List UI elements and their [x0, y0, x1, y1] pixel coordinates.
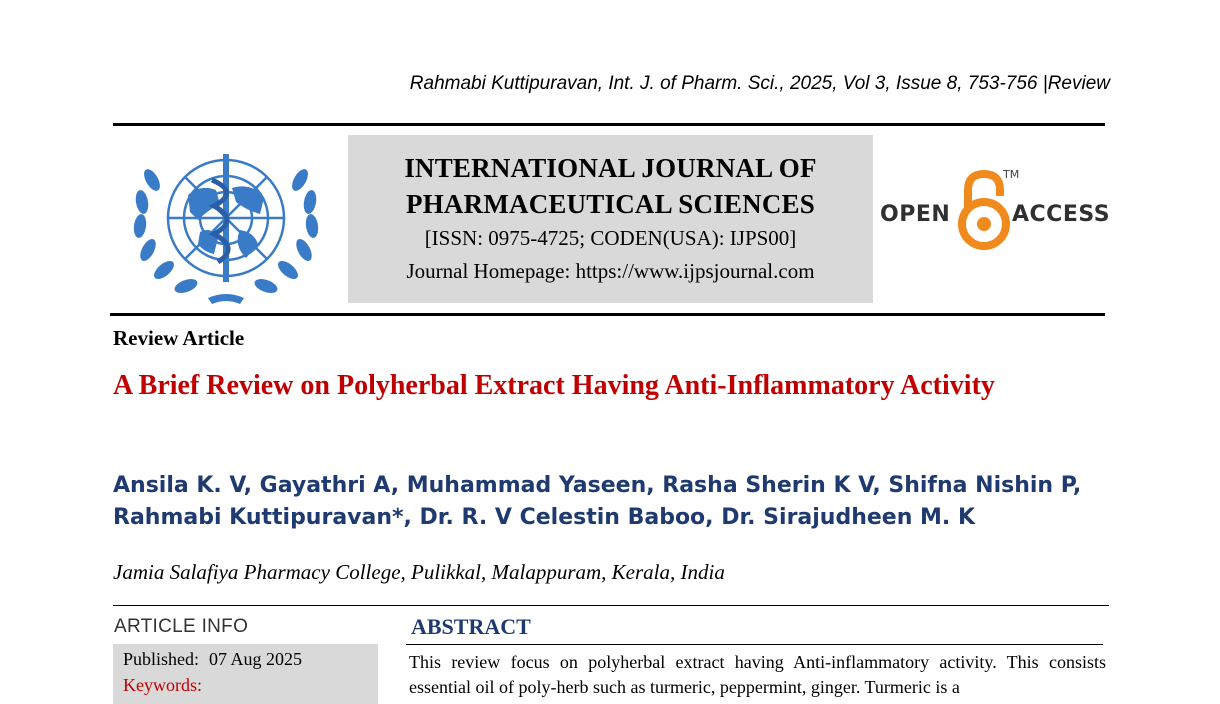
header-rule-top	[113, 123, 1105, 126]
authors-line-1: Ansila K. V, Gayathri A, Muhammad Yaseen, Rasha Sherin K V, Shifna Nishin P,	[113, 473, 1082, 498]
author-affiliation: Jamia Salafiya Pharmacy College, Pulikkal, Malappuram, Kerala, India	[113, 560, 725, 584]
authors-line-2: Rahmabi Kuttipuravan*, Dr. R. V Celestin Baboo, Dr. Sirajudheen M. K	[113, 505, 975, 530]
article-title: A Brief Review on Polyherbal Extract Having Anti-Inflammatory Activity	[113, 370, 995, 401]
abstract-heading: ABSTRACT	[411, 614, 531, 639]
header-rule-bottom	[110, 313, 1105, 316]
author-list	[113, 470, 1113, 534]
abstract-text: This review focus on polyherbal extract having Anti-inflammatory activity. This consists essential oil of poly-herb such as turmeric, peppermint, ginger. Turmeric is a	[409, 652, 1106, 697]
abstract-divider	[406, 644, 1103, 645]
published-row	[123, 649, 302, 670]
section-divider	[113, 605, 1109, 606]
open-access-logo	[880, 168, 1111, 252]
journal-homepage[interactable]: Journal Homepage: https://www.ijpsjournal.com	[406, 259, 815, 283]
published-label: Published:	[123, 649, 200, 669]
journal-title-line2: PHARMACEUTICAL SCIENCES	[406, 189, 815, 219]
journal-masthead	[348, 135, 873, 303]
article-type: Review Article	[113, 326, 245, 350]
open-access-open-text: OPEN	[880, 202, 951, 227]
running-header-citation: Rahmabi Kuttipuravan, Int. J. of Pharm. Sci., 2025, Vol 3, Issue 8, 753-756 |Review	[409, 73, 1110, 94]
journal-title-line1: INTERNATIONAL JOURNAL OF	[404, 153, 817, 183]
journal-emblem-icon	[128, 140, 324, 305]
open-access-access-text: ACCESS	[1012, 202, 1111, 227]
article-info-label: ARTICLE INFO	[114, 616, 249, 637]
keywords-label: Keywords:	[123, 675, 202, 695]
published-date: 07 Aug 2025	[209, 649, 303, 669]
journal-issn: [ISSN: 0975-4725; CODEN(USA): IJPS00]	[424, 226, 797, 250]
trademark-mark: TM	[1003, 168, 1020, 181]
article-info-box	[113, 644, 378, 704]
